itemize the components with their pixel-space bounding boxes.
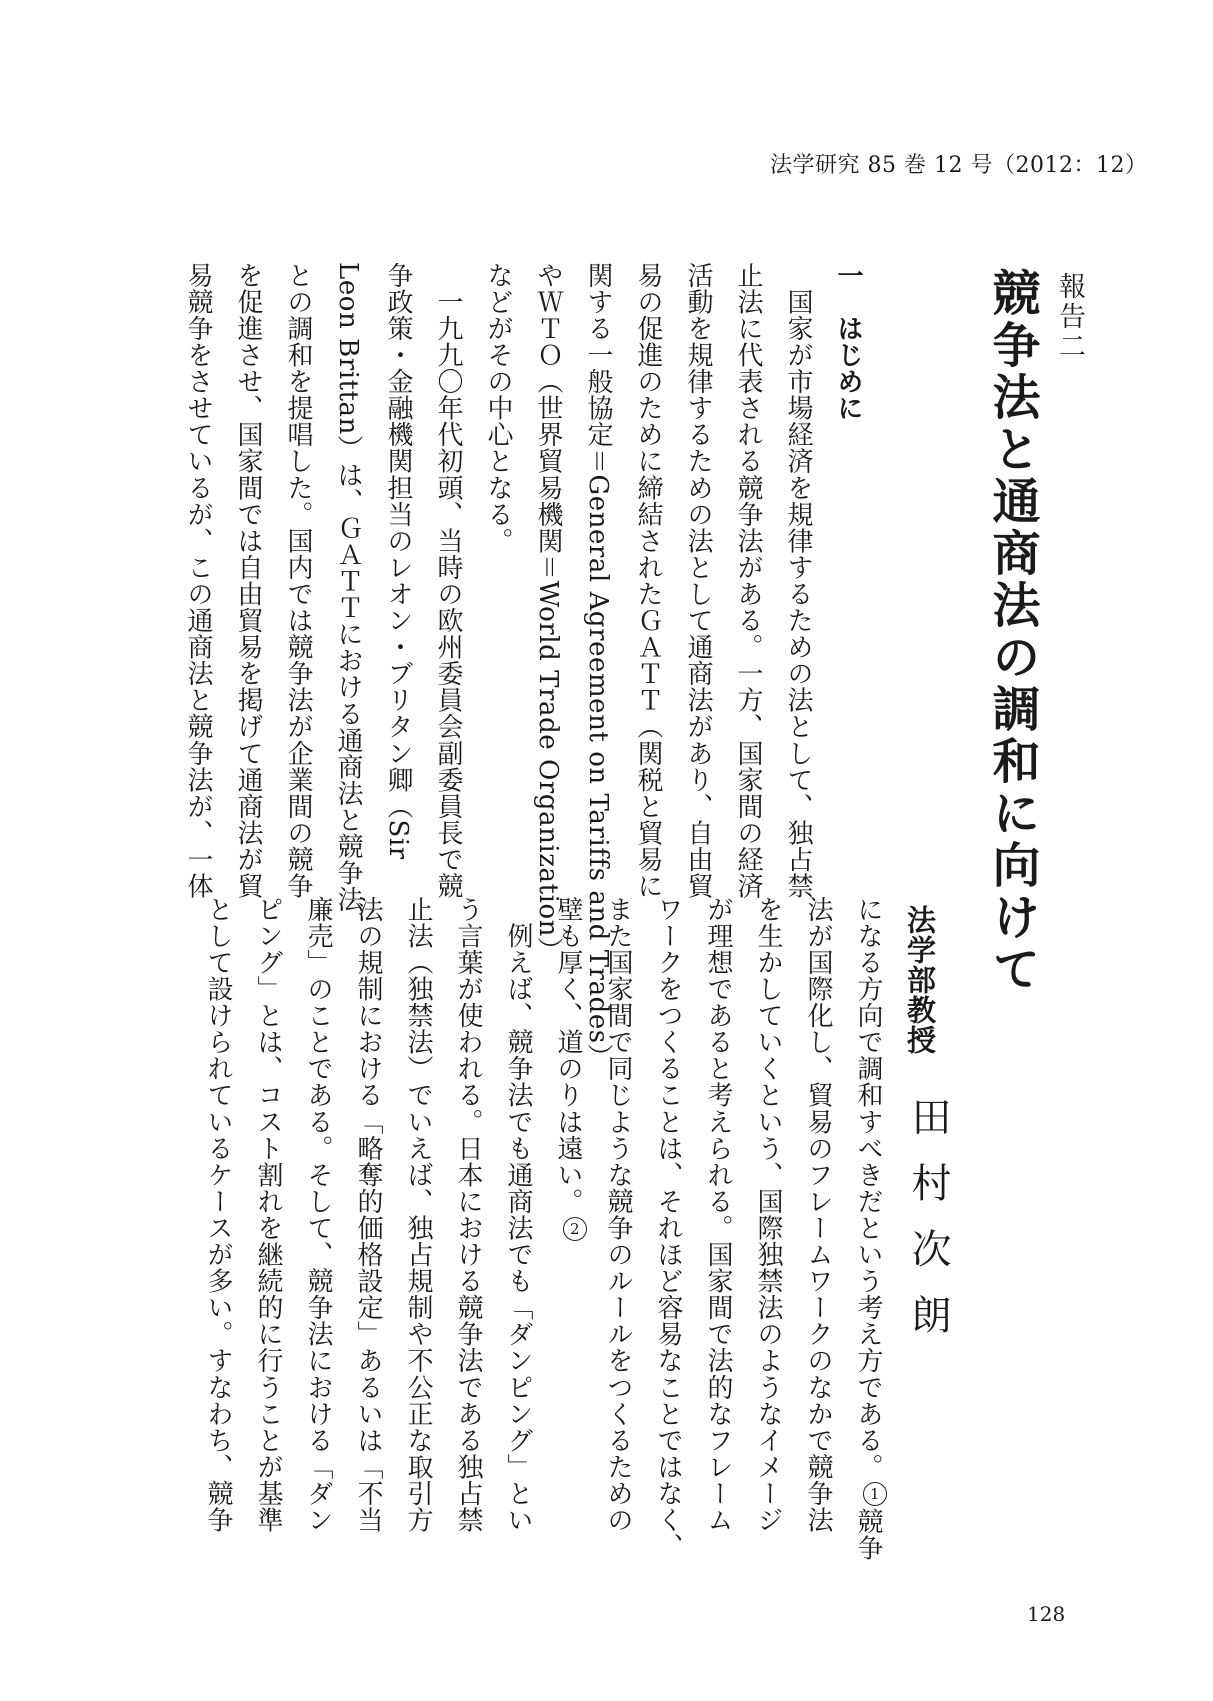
text-line: 止法に代表される競争法がある。一方、国家間の経済 [733, 262, 763, 900]
text-line: 一九九〇年代初頭、当時の欧州委員会副委員長で競 [433, 262, 463, 900]
text-line: 易競争をさせているが、この通商法と競争法が、一体 [183, 262, 213, 900]
text-line: 易の促進のために締結されたＧＡＴＴ（関税と貿易に [633, 262, 663, 900]
text-line: 争政策・金融機関担当のレオン・ブリタン卿（Sir [383, 262, 413, 860]
text-line: 止法（独禁法）でいえば、独占規制や不公正な取引方 [403, 896, 433, 1534]
text-line: 国家が市場経済を規律するための法として、独占禁 [783, 262, 813, 900]
text-line: 法の規制における「略奪的価格設定」あるいは「不当 [353, 896, 383, 1534]
text-segment: 壁も厚く、道のりは遠い。 [553, 896, 583, 1215]
text-line: 例えば、競争法でも通商法でも「ダンピング」とい [503, 896, 533, 1534]
report-label: 報告二 [1054, 272, 1085, 362]
footnote-ref-1[interactable]: 1 [863, 1482, 887, 1506]
section-continued-text [193, 896, 893, 1561]
text-segment: になる方向で調和すべきだという考え方である。 [853, 896, 883, 1481]
text-line: Leon Brittan）は、ＧＡＴＴにおける通商法と競争法 [333, 262, 363, 913]
text-line: 廉売」のことである。そして、競争法における「ダン [303, 896, 333, 1534]
text-line: を生かしていくという、国際独禁法のようなイメージ [753, 896, 783, 1534]
text-segment: 競争 [853, 1508, 883, 1562]
text-line: また国家間で同じような競争のルールをつくるための [603, 896, 633, 1534]
text-line: 関する一般協定＝General Agreement on Tariffs and Trades） [583, 262, 613, 1071]
footnote-ref-2[interactable]: 2 [563, 1217, 587, 1241]
text-line: との調和を提唱した。国内では競争法が企業間の競争 [283, 262, 313, 900]
text-line: 法が国際化し、貿易のフレームワークのなかで競争法 [803, 896, 833, 1534]
text-line: が理想であると考えられる。国家間で法的なフレーム [703, 896, 733, 1534]
journal-header: 法学研究 85 巻 12 号（2012：12） [770, 153, 1148, 178]
section-heading: 一 はじめに [833, 262, 863, 422]
text-line: として設けられているケースが多い。すなわち、競争 [203, 896, 233, 1534]
article-title: 競争法と通商法の調和に向けて [984, 268, 1040, 996]
author-name: 田村次朗 [905, 1096, 951, 1360]
text-line: やＷＴＯ（世界貿易機関＝World Trade Organization） [533, 262, 563, 964]
text-line [843, 896, 893, 1561]
author-affiliation: 法学部教授 [903, 905, 937, 1055]
text-line: を促進させ、国家間では自由貿易を掲げて通商法が貿 [233, 262, 263, 900]
text-line: ワークをつくることは、それほど容易なことではなく、 [653, 896, 683, 1560]
text-line: などがその中心となる。 [483, 262, 513, 555]
text-line: う言葉が使われる。日本における競争法である独占禁 [453, 896, 483, 1534]
text-line: 活動を規律するための法として通商法があり、自由貿 [683, 262, 713, 900]
text-line: ピング」とは、コスト割れを継続的に行うことが基準 [253, 896, 283, 1534]
text-line [543, 896, 593, 1561]
page-number: 128 [1027, 1602, 1066, 1626]
